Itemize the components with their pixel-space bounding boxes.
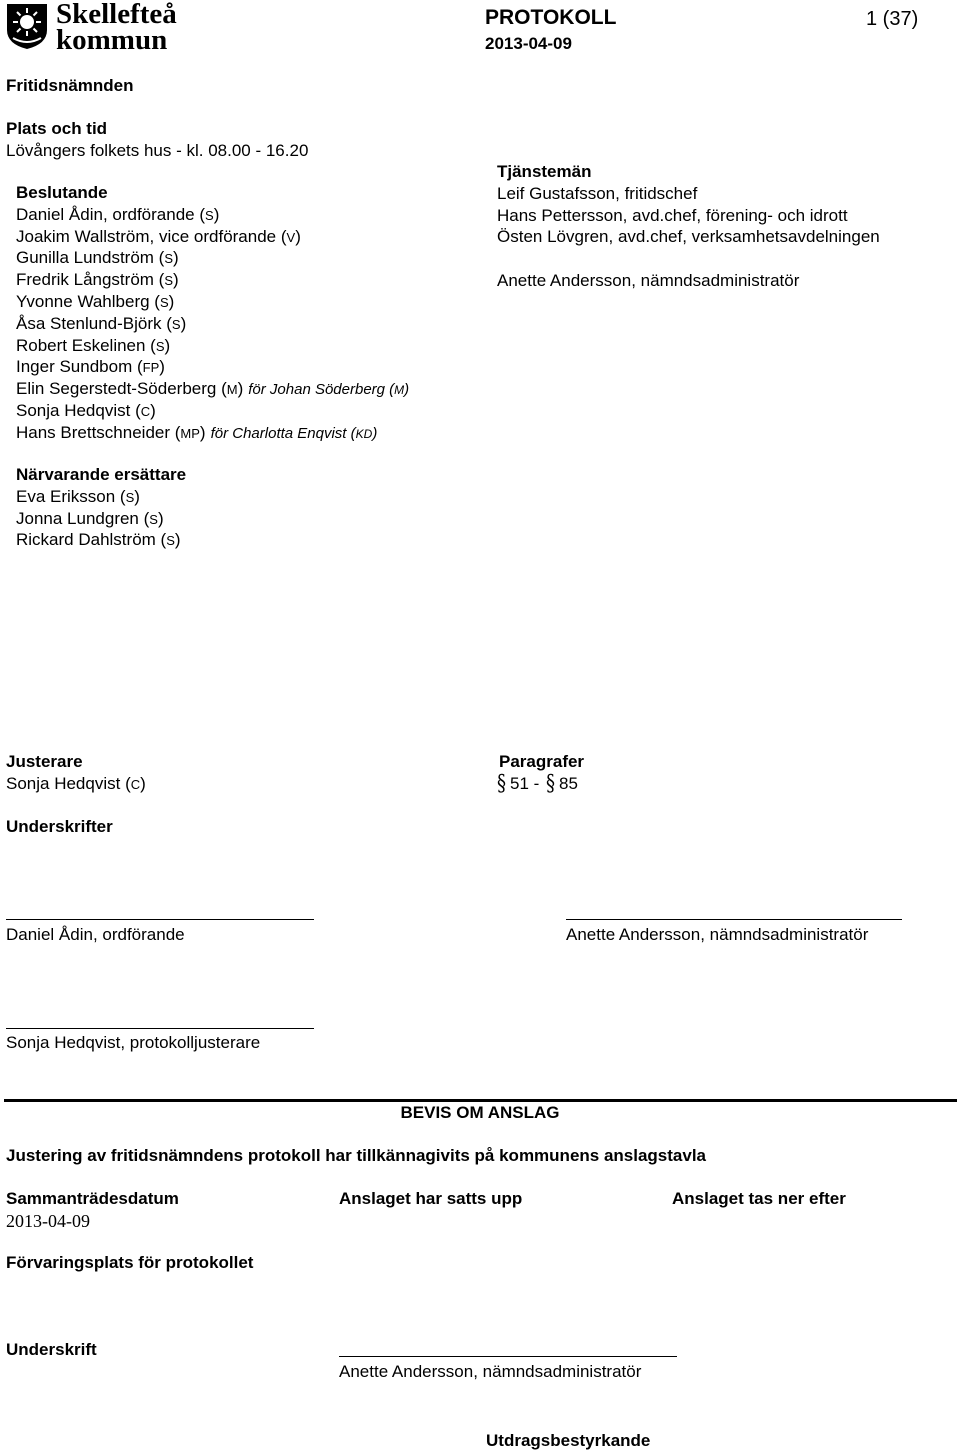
member-row [16,313,409,335]
substitutes-section [16,464,187,550]
party-abbr: S [125,489,135,505]
member-row [16,226,409,248]
party-abbr: S [164,273,173,289]
party-abbr: V [286,229,296,245]
party-abbr: M [394,383,405,398]
member-row [16,335,409,357]
paragraphs-heading: Paragrafer [499,752,585,771]
member-name: Hans Brettschneider ( [16,422,181,442]
official-item: Hans Pettersson, avd.chef, förening- och idrott [497,205,848,225]
member-close: ) [174,530,181,550]
member-name: Inger Sundbom ( [16,357,143,377]
notice-signer: Anette Andersson, nämndsadministratör [339,1362,642,1381]
removed-label: Anslaget tas ner efter [672,1189,846,1208]
meeting-place-time: Lövångers folkets hus - kl. 08.00 - 16.20 [6,141,309,160]
official-item: Leif Gustafsson, fritidschef [497,183,698,203]
member-name: Yvonne Wahlberg ( [16,291,160,311]
member-close: ) [173,248,179,268]
footer-label: Utdragsbestyrkande [486,1431,651,1450]
signature-line [6,1028,314,1029]
member-row [16,247,409,269]
member-row [16,422,409,444]
page-number: 1 (37) [866,8,919,30]
party-abbr: KD [355,426,373,441]
adjuster-name: Sonja Hedqvist (C) [6,774,146,793]
member-name: Åsa Stenlund-Björk ( [16,313,172,333]
notice-heading: BEVIS OM ANSLAG [400,1103,560,1122]
party-abbr: C [140,403,151,419]
storage-label: Förvaringsplats för protokollet [6,1253,254,1272]
party-abbr: S [149,511,158,527]
adjusters-heading: Justerare [6,752,83,771]
member-close: ) [199,422,206,442]
substitute-close: ) [404,381,410,399]
member-name: Daniel Ådin, ordförande ( [16,204,206,224]
document-type: PROTOKOLL [485,6,617,29]
member-name: Elin Segerstedt-Söderberg ( [16,379,227,399]
member-close: ) [180,313,187,333]
signature-line [566,919,902,920]
member-close: ) [213,204,220,224]
member-row [16,486,186,508]
member-close: ) [168,291,175,311]
committee-name: Fritidsnämnden [6,76,134,95]
signature-label: Underskrift [6,1340,97,1359]
decision-makers-list [16,204,410,442]
member-close: ) [159,357,165,377]
section-sign-icon: § [497,770,506,797]
party-abbr: MP [180,425,200,441]
meeting-date-label: Sammanträdesdatum [6,1189,179,1208]
member-close: ) [150,400,156,420]
member-close: ) [157,508,164,528]
member-row [16,378,409,400]
member-close: ) [134,486,140,506]
meeting-date-value: 2013-04-09 [6,1211,90,1231]
member-row [16,204,409,226]
signature-secretary: Anette Andersson, nämndsadministratör [566,925,869,944]
member-row [16,356,409,378]
member-row [16,529,186,551]
signature-line [6,919,314,920]
paragraphs-range: § 51 - § 85 [497,770,578,797]
decision-makers-section [16,182,410,442]
notice-divider [4,1099,957,1102]
member-row [16,269,409,291]
member-name: Robert Eskelinen ( [16,335,156,355]
officials-section [497,161,880,292]
substitute-close: ) [372,424,378,442]
section-sign-icon: § [546,770,556,797]
official-secretary: Anette Andersson, nämndsadministratör [497,270,800,290]
substitute-for: för Johan Söderberg ( [248,381,395,399]
party-abbr: S [205,207,214,223]
logo-wordmark-bottom: kommun [56,24,168,56]
member-close: ) [173,270,179,290]
logo-wordmark-top: Skellefteå [56,0,177,30]
posted-label: Anslaget har satts upp [339,1189,523,1208]
substitutes-list [16,486,186,550]
notice-statement: Justering av fritidsnämndens protokoll har tillkännagivits på kommunens anslagstavla [6,1146,707,1165]
party-abbr: M [226,382,238,398]
substitute-for: för Charlotta Enqvist ( [210,424,356,442]
coat-of-arms-icon [5,2,49,50]
signatures-heading: Underskrifter [6,817,113,836]
meeting-heading: Plats och tid [6,119,108,138]
member-name: Eva Eriksson ( [16,486,126,506]
party-abbr: S [166,533,175,549]
party-abbr: S [159,294,169,310]
member-close: ) [295,226,301,246]
party-abbr: S [164,251,174,267]
document-date: 2013-04-09 [485,34,572,53]
party-abbr: FP [142,360,160,376]
substitutes-heading: Närvarande ersättare [16,465,187,484]
member-name: Joakim Wallström, vice ordförande ( [16,226,287,246]
member-name: Gunilla Lundström ( [16,248,165,268]
signature-adjuster: Sonja Hedqvist, protokolljusterare [6,1033,261,1052]
member-row [16,400,409,422]
member-name: Jonna Lundgren ( [16,508,150,528]
member-row [16,291,409,313]
member-name: Sonja Hedqvist ( [16,400,141,420]
member-row [16,508,186,530]
party-abbr: S [171,316,181,332]
signature-chair: Daniel Ådin, ordförande [6,925,185,944]
party-abbr: C [130,777,141,792]
member-name: Fredrik Långström ( [16,270,165,290]
member-close: ) [164,335,171,355]
signature-line [339,1356,677,1357]
official-item: Östen Lövgren, avd.chef, verksamhetsavdelningen [497,227,880,247]
member-close: ) [237,379,244,399]
decision-makers-heading: Beslutande [16,183,108,202]
party-abbr: S [155,338,165,354]
member-name: Rickard Dahlström ( [16,530,167,550]
officials-heading: Tjänstemän [497,162,592,181]
